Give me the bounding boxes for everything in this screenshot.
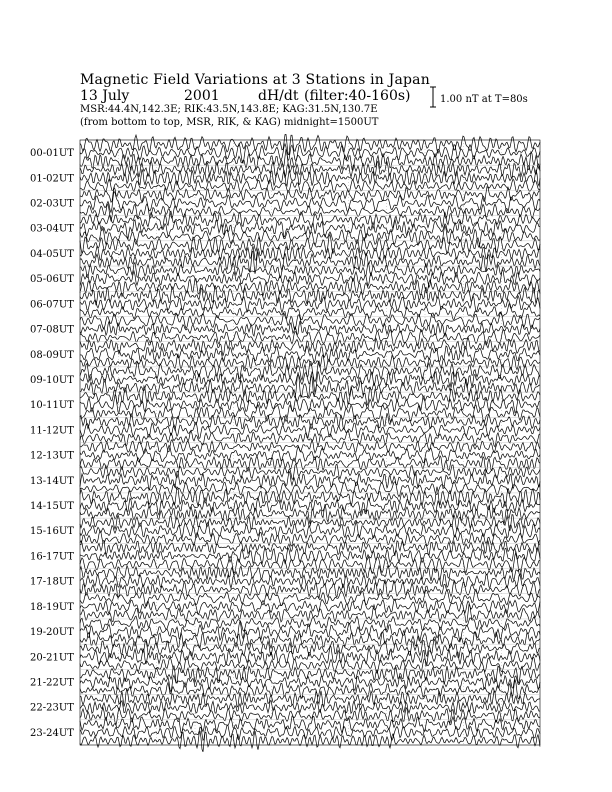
row-label: 02-03UT (30, 198, 74, 210)
trace-RIK (80, 295, 540, 312)
chart-title: Magnetic Field Variations at 3 Stations in Japan (80, 72, 430, 88)
row-label: 14-15UT (30, 501, 74, 513)
row-label: 23-24UT (30, 727, 74, 739)
row-label: 03-04UT (30, 223, 74, 235)
stations-line: MSR:44.4N,142.3E; RIK:43.5N,143.8E; KAG:31.5N,130.7E (80, 104, 378, 115)
row-label: 09-10UT (30, 374, 74, 386)
trace-MSR (80, 430, 540, 447)
row-label: 04-05UT (30, 248, 74, 260)
row-label: 22-23UT (30, 702, 74, 714)
row-11-12UT (30, 413, 540, 447)
trace-MSR (80, 330, 540, 346)
trace-KAG (80, 716, 540, 733)
row-label: 10-11UT (30, 400, 74, 412)
order-note: (from bottom to top, MSR, RIK, & KAG) (80, 117, 281, 128)
row-label: 12-13UT (30, 450, 74, 462)
row-label: 01-02UT (30, 173, 74, 185)
quantity-label: dH/dt (258, 88, 299, 104)
row-20-21UT (30, 639, 540, 673)
trace-KAG (80, 565, 540, 580)
row-label: 16-17UT (30, 551, 74, 563)
trace-KAG (80, 234, 540, 253)
date-year: 2001 (184, 88, 220, 104)
row-label: 20-21UT (30, 652, 74, 664)
row-label: 06-07UT (30, 299, 74, 311)
trace-MSR (80, 605, 540, 623)
row-label: 00-01UT (30, 148, 74, 160)
date-day: 13 July (80, 88, 130, 104)
row-21-22UT (30, 666, 540, 699)
row-label: 21-22UT (30, 677, 74, 689)
row-label: 15-16UT (30, 526, 74, 538)
midnight-note: midnight=1500UT (283, 117, 379, 128)
row-label: 11-12UT (30, 425, 74, 437)
row-label: 05-06UT (30, 274, 74, 286)
trace-MSR (80, 656, 540, 673)
scale-label: 1.00 nT at T=80s (440, 94, 528, 105)
trace-KAG (80, 440, 540, 454)
row-label: 13-14UT (30, 475, 74, 487)
row-03-04UT (30, 210, 540, 247)
row-label: 18-19UT (30, 601, 74, 613)
row-label: 17-18UT (30, 576, 74, 588)
row-label: 08-09UT (30, 349, 74, 361)
row-label: 19-20UT (30, 627, 74, 639)
row-label: 07-08UT (30, 324, 74, 336)
filter-label: (filter:40-160s) (304, 88, 411, 104)
